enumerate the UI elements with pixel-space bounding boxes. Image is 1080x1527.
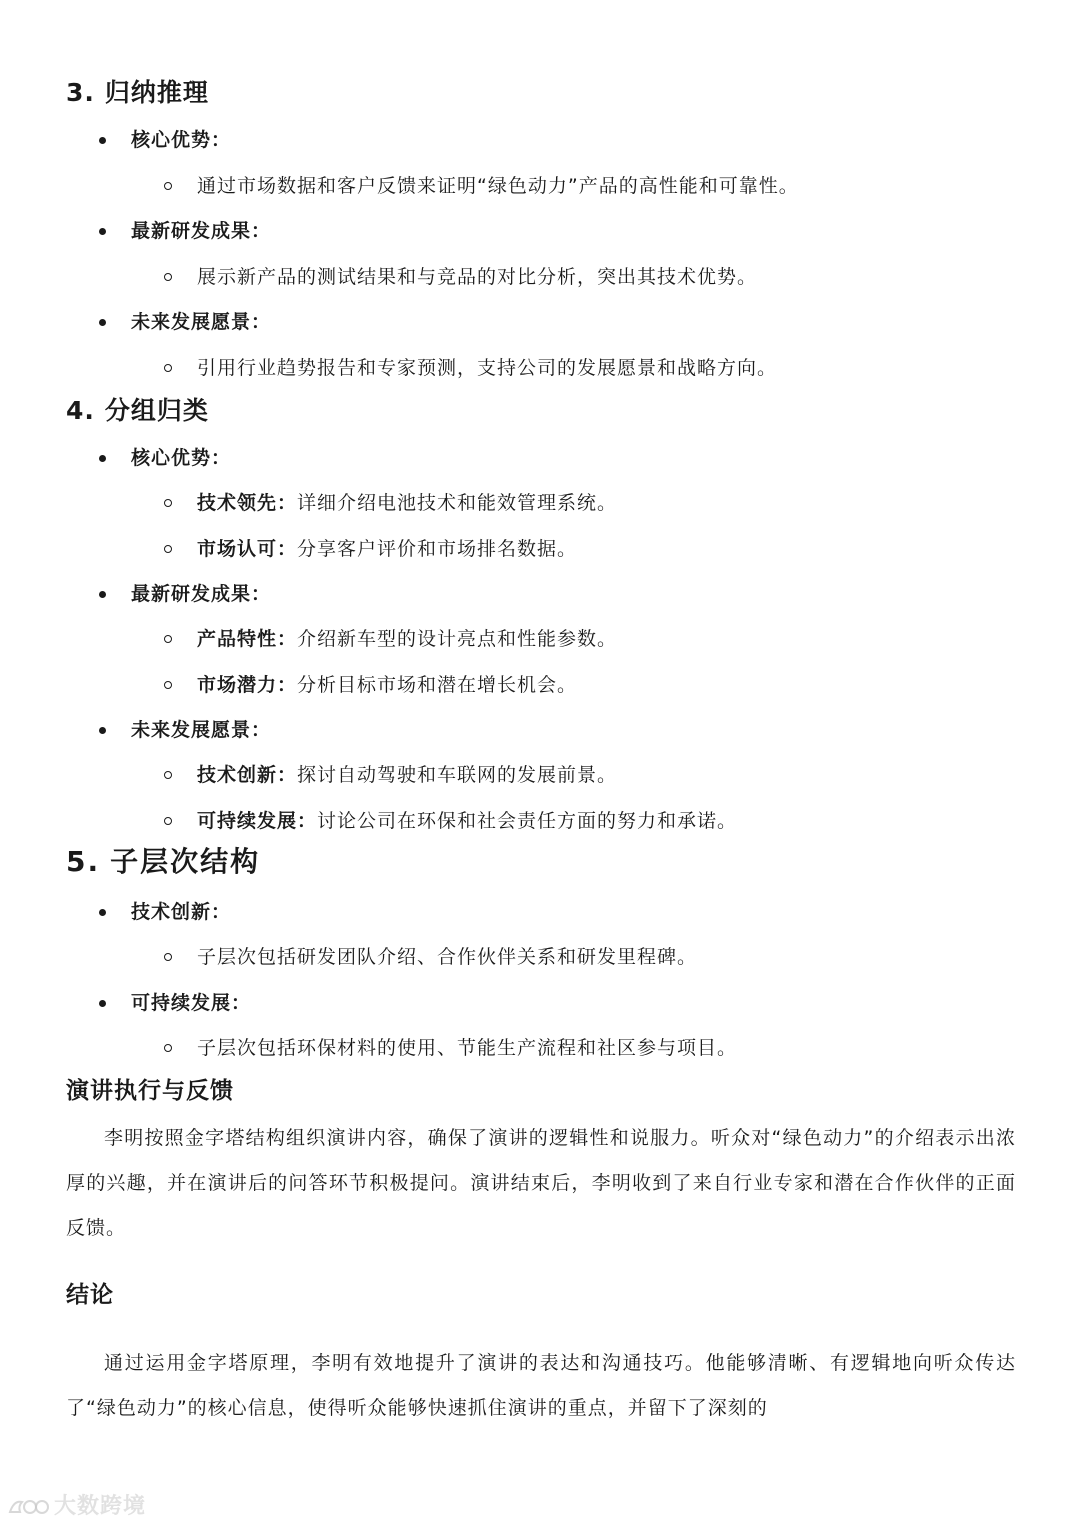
item-text: 展示新产品的测试结果和与竞品的对比分析，突出其技术优势。	[197, 266, 758, 288]
item-key: 可持续发展：	[197, 810, 318, 832]
item-key: 技术创新：	[197, 764, 298, 786]
conclusion-heading: 结论	[66, 1282, 114, 1308]
watermark-text: 大数跨境	[54, 1494, 147, 1519]
hollow-bullet-icon	[164, 635, 172, 643]
execution-heading: 演讲执行与反馈	[66, 1078, 234, 1104]
item-text: 引用行业趋势报告和专家预测，支持公司的发展愿景和战略方向。	[197, 357, 778, 379]
hollow-bullet-icon	[164, 545, 172, 553]
item-text	[197, 536, 577, 562]
section-3-heading	[66, 77, 209, 109]
hollow-bullet-icon	[164, 1044, 172, 1052]
section-number: 4.	[66, 396, 95, 425]
item-text: 子层次包括环保材料的使用、节能生产流程和社区参与项目。	[197, 1037, 738, 1059]
section-title: 分组归类	[104, 396, 209, 425]
bullet-icon	[99, 909, 106, 916]
section-title: 归纳推理	[104, 78, 209, 107]
item-text: 子层次包括研发团队介绍、合作伙伴关系和研发里程碑。	[197, 946, 698, 968]
conclusion-paragraph: 通过运用金字塔原理，李明有效地提升了演讲的表达和沟通技巧。他能够清晰、有逻辑地向听众传达了“绿色动力”的核心信息，使得听众能够快速抓住演讲的重点，并留下了深刻的	[66, 1352, 1016, 1419]
group-label: 未来发展愿景：	[131, 311, 272, 333]
hollow-bullet-icon	[164, 273, 172, 281]
group-label: 未来发展愿景：	[131, 719, 272, 741]
execution-paragraph: 李明按照金字塔结构组织演讲内容，确保了演讲的逻辑性和说服力。听众对“绿色动力”的介绍表示出浓厚的兴趣，并在演讲后的问答环节积极提问。演讲结束后，李明收到了来自行业专家和潜在合作伙伴的正面反馈。	[66, 1127, 1016, 1239]
item-text: 通过市场数据和客户反馈来证明“绿色动力”产品的高性能和可靠性。	[197, 175, 799, 197]
hollow-bullet-icon	[164, 771, 172, 779]
item-desc: 详细介绍电池技术和能效管理系统。	[297, 492, 618, 514]
item-text	[197, 672, 577, 698]
hollow-bullet-icon	[164, 364, 172, 372]
item-key: 产品特性：	[197, 628, 298, 650]
item-desc: 分享客户评价和市场排名数据。	[297, 538, 578, 560]
hollow-bullet-icon	[164, 817, 172, 825]
item-key: 技术领先：	[197, 492, 298, 514]
bullet-icon	[99, 455, 106, 462]
group-label: 核心优势：	[131, 447, 232, 469]
item-desc: 探讨自动驾驶和车联网的发展前景。	[297, 764, 618, 786]
item-text	[197, 808, 737, 834]
section-5-heading	[66, 846, 260, 878]
section-number: 5.	[66, 845, 101, 878]
section-title: 子层次结构	[110, 845, 261, 878]
bullet-icon	[99, 727, 106, 734]
group-label: 技术创新：	[131, 901, 232, 923]
bullet-icon	[99, 228, 106, 235]
bullet-icon	[99, 1000, 106, 1007]
item-desc: 讨论公司在环保和社会责任方面的努力和承诺。	[317, 810, 738, 832]
item-text	[197, 490, 617, 516]
hollow-bullet-icon	[164, 182, 172, 190]
item-desc: 分析目标市场和潜在增长机会。	[297, 674, 578, 696]
group-label: 可持续发展：	[131, 992, 252, 1014]
hollow-bullet-icon	[164, 499, 172, 507]
item-key: 市场潜力：	[197, 674, 298, 696]
watermark-logo-icon	[6, 1496, 50, 1518]
group-label: 最新研发成果：	[131, 583, 272, 605]
item-key: 市场认可：	[197, 538, 298, 560]
hollow-bullet-icon	[164, 953, 172, 961]
hollow-bullet-icon	[164, 681, 172, 689]
item-desc: 介绍新车型的设计亮点和性能参数。	[297, 628, 618, 650]
group-label: 核心优势：	[131, 129, 232, 151]
group-label: 最新研发成果：	[131, 220, 272, 242]
section-number: 3.	[66, 78, 95, 107]
item-text	[197, 762, 617, 788]
watermark	[6, 1489, 146, 1520]
section-4-heading	[66, 395, 209, 427]
item-text	[197, 626, 617, 652]
bullet-icon	[99, 319, 106, 326]
bullet-icon	[99, 137, 106, 144]
bullet-icon	[99, 591, 106, 598]
